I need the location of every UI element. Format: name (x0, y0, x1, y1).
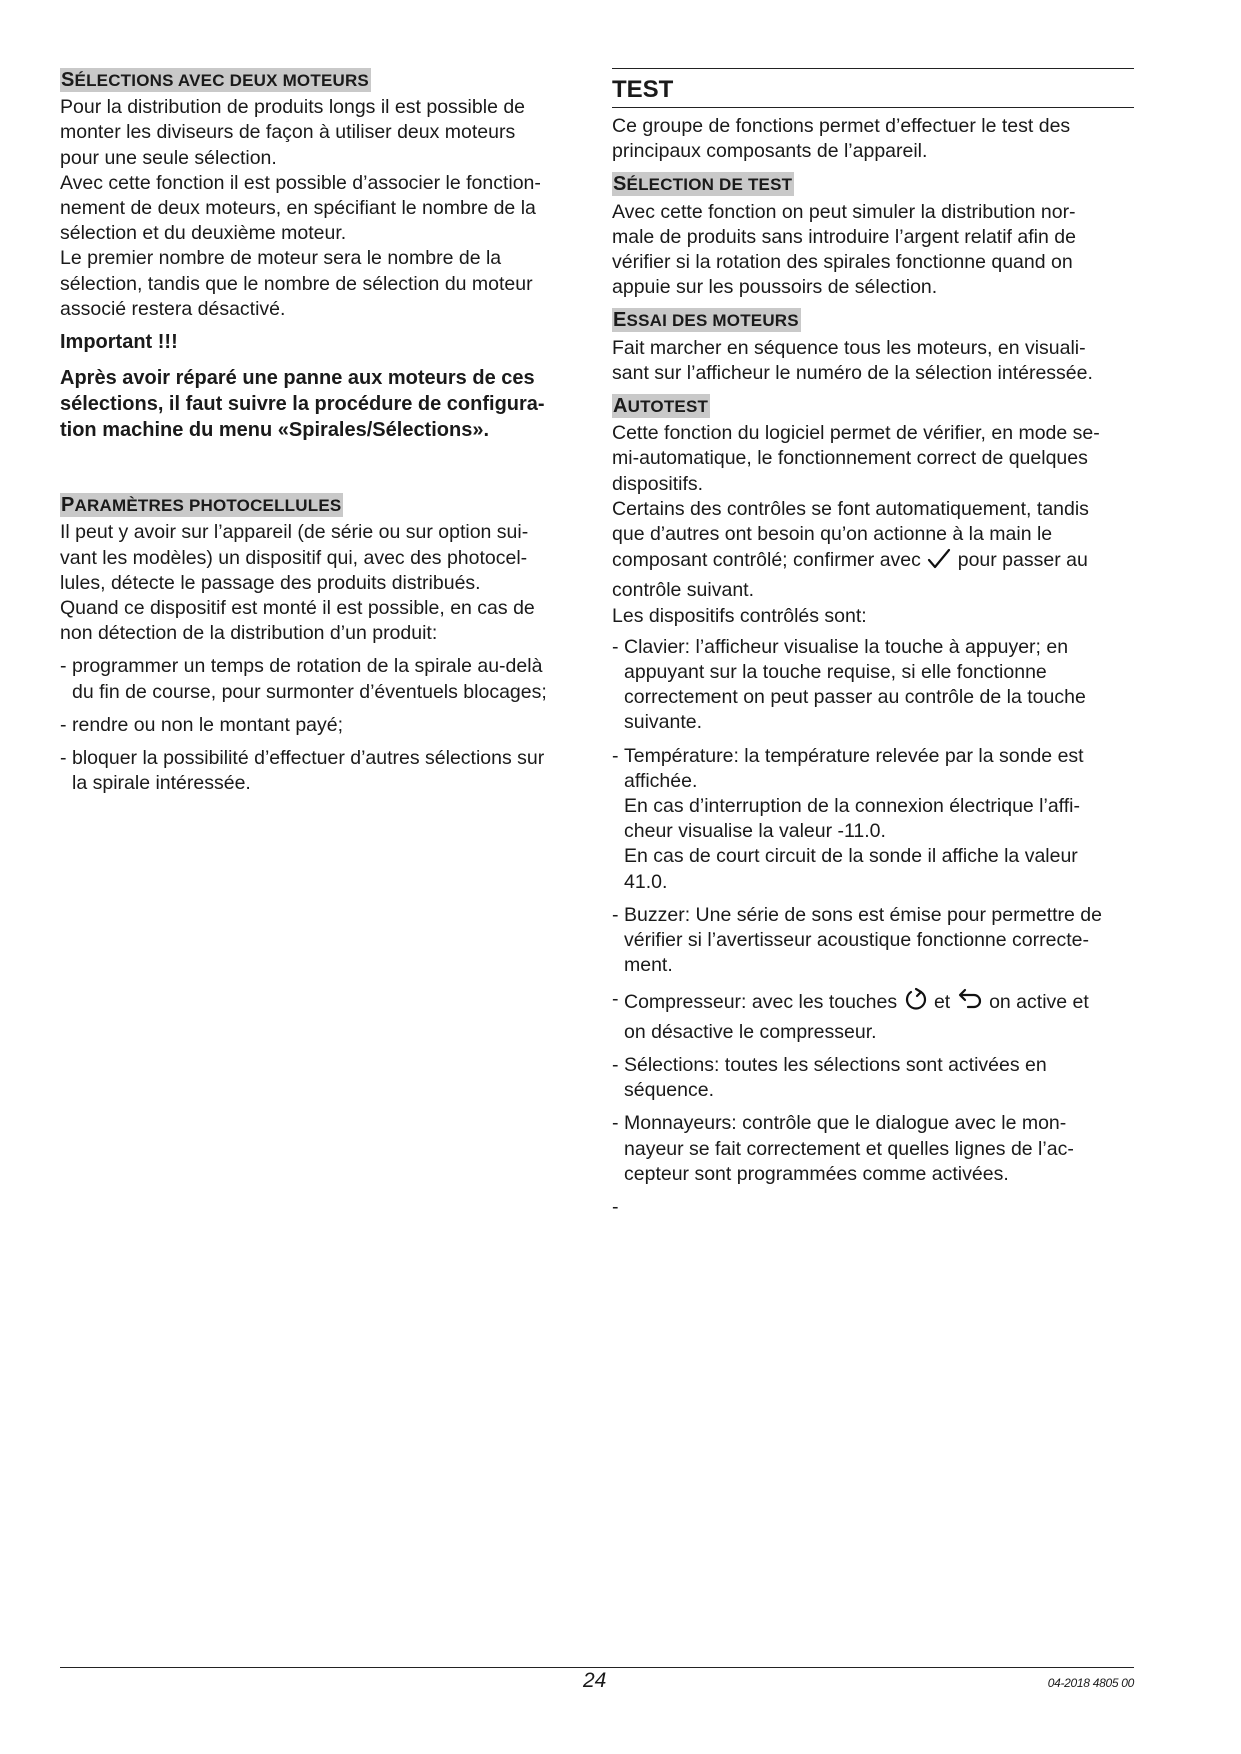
paragraph-photocellules: Il peut y avoir sur l’appareil (de série ou sur option sui- vant les modèles) un dispositif qui, avec des photocel- lules, détecte le passage des produits distribués. Quand ce dispositif est monté il est possible, en cas de non détection de la distribution d’un produit: (60, 521, 535, 645)
heading-essai-des-moteurs: ESSAI DES MOTEURS (613, 309, 799, 332)
test-intro: Ce groupe de fonctions permet d’effectuer le test des principaux composants de l’appareil. (612, 115, 1071, 163)
test-title-box (612, 68, 1134, 108)
heading-selection-de-test: SÉLECTION DE TEST (613, 173, 793, 196)
confirm-line: composant contrôlé; confirmer avec pour passer au (612, 547, 1134, 578)
footer-rule (60, 1667, 1134, 1668)
paragraph-autotest: Cette fonction du logiciel permet de vérifier, en mode se- mi-automatique, le fonctionnement correct de quelques dispositifs. Certains des contrôles se font automatiquement, tandis que d’autres ont besoin qu’on actionne à la main le (612, 422, 1100, 546)
right-column (612, 68, 1134, 1220)
paragraph-selections-deux-moteurs: Pour la distribution de produits longs il est possible de monter les diviseurs de façon à utiliser deux moteurs pour une seule sélection. Avec cette fonction il est possible d’associer le fonction- nement de deux moteurs, en spécifiant le nombre de la sélection et du deuxième moteur. Le premier nombre de moteur sera le nombre de la sélection, tandis que le nombre de sélection du moteur associé restera désactivé. (60, 96, 541, 320)
paragraph-essai-des-moteurs: Fait marcher en séquence tous les moteurs, en visuali- sant sur l’afficheur le numéro de la sélection intéressée. (612, 336, 1093, 384)
test-title: TEST (612, 76, 674, 103)
list-item: - bloquer la possibilité d’effectuer d’autres sélections sur la spirale intéressée. (60, 746, 580, 796)
undo-icon (956, 987, 984, 1020)
list-item: - Buzzer: Une série de sons est émise pour permettre de vérifier si l’avertisseur acoustique fonctionne correcte- ment. (612, 903, 1134, 979)
list-item: - Clavier: l’afficheur visualise la touche à appuyer; en appuyant sur la touche requise, si elle fonctionne correctement on peut passer au contrôle de la touche suivante. (612, 635, 1134, 736)
page-number: 24 (583, 1669, 607, 1692)
section-parametres-photocellules (60, 493, 580, 796)
list-item: - Sélections: toutes les sélections sont activées en séquence. (612, 1053, 1134, 1103)
section-selections-deux-moteurs (60, 68, 580, 443)
heading-parametres-photocellules: PARAMÈTRES PHOTOCELLULES (61, 494, 342, 517)
rotate-cw-icon (903, 987, 929, 1020)
section-autotest (612, 394, 1134, 1220)
trailing-dash: - (612, 1195, 619, 1218)
section-essai-des-moteurs (612, 308, 1134, 386)
list-item: - rendre ou non le montant payé; (60, 713, 580, 738)
document-code: 04-2018 4805 00 (1047, 1676, 1134, 1690)
paragraph-selection-de-test: Avec cette fonction on peut simuler la distribution nor- male de produits sans introduire l’argent relatif afin de vérifier si la rotation des spirales fonctionne quand on appuie sur les poussoirs de sélection. (612, 200, 1076, 299)
heading-selections-deux-moteurs: SÉLECTIONS AVEC DEUX MOTEURS (61, 69, 369, 91)
list-item-compresseur: - Compresseur: avec les touches et on active et on désactive le compresseur. (612, 987, 1134, 1045)
list-item: - Monnayeurs: contrôle que le dialogue avec le mon- nayeur se fait correctement et quelles lignes de l’ac- cepteur sont programmées comme activées. (612, 1111, 1134, 1187)
list-item: - Température: la température relevée par la sonde est affichée. En cas d’interruption de la connexion électrique l’affi- cheur visualise la valeur -11.0. En cas de court circuit de la sonde il affiche la valeur 41.0. (612, 744, 1134, 895)
list-item: - programmer un temps de rotation de la spirale au-delà du fin de course, pour surmonter d’éventuels blocages; (60, 654, 580, 704)
paragraph-autotest-end: contrôle suivant. Les dispositifs contrôlés sont: (612, 579, 867, 627)
left-column (60, 68, 580, 796)
section-selection-de-test (612, 172, 1134, 300)
warning-text: Après avoir réparé une panne aux moteurs de ces sélections, il faut suivre la procédure de configura- tion machine du menu «Spirales/Sélections». (60, 367, 545, 442)
important-label: Important !!! (60, 331, 178, 354)
check-icon (926, 547, 952, 578)
heading-autotest: AUTOTEST (613, 395, 709, 418)
